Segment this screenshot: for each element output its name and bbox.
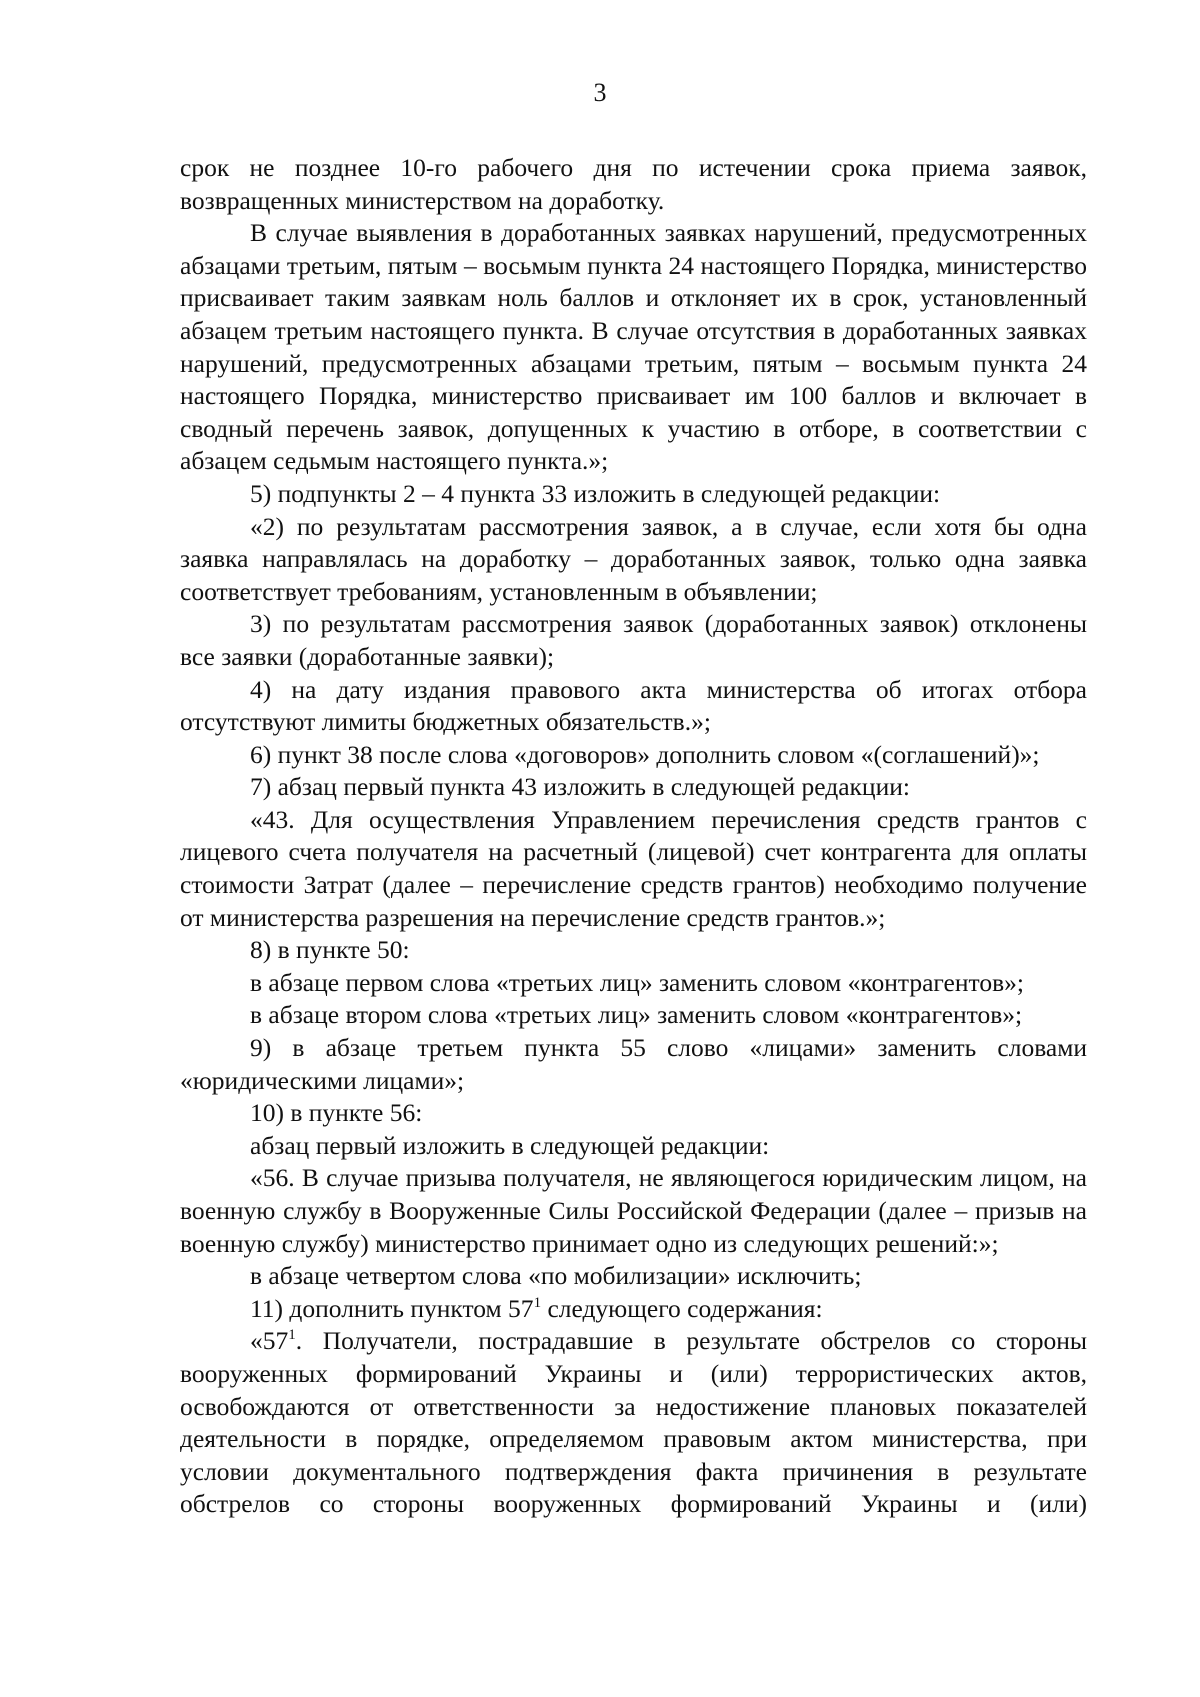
paragraph (180, 1325, 1087, 1521)
paragraph: 6) пункт 38 после слова «договоров» дополнить словом «(соглашений)»; (250, 739, 1040, 769)
paragraph: 5) подпункты 2 – 4 пункта 33 изложить в следующей редакции: (250, 478, 941, 508)
paragraph: 3) по результатам рассмотрения заявок (доработанных заявок) отклонены все заявки (доработанные заявки); (180, 609, 1087, 671)
paragraph: в абзаце четвертом слова «по мобилизации» исключить; (250, 1261, 862, 1291)
paragraph-text: 11) дополнить пунктом 57 (250, 1293, 534, 1323)
paragraph: В случае выявления в доработанных заявках нарушений, предусмотренных абзацами третьим, пятым – восьмым пункта 24 настоящего Порядка, министерство присваивает таким заявкам ноль баллов и отклоняет их в срок, установленный абзацем третьим настоящего пункта. В случае отсутствия в доработанных заявках нарушений, предусмотренных абзацами третьим, пятым – восьмым пункта 24 настоящего Порядка, министерство присваивает им 100 баллов и включает в сводный перечень заявок, допущенных к участию в отборе, в соответствии с абзацем седьмым настоящего пункта.»; (180, 218, 1087, 476)
paragraph-text: «57 (250, 1326, 289, 1356)
document-body (180, 152, 1087, 1521)
paragraph-text: . Получатели, пострадавшие в результате обстрелов со стороны вооруженных формирований Украины и (или) террористических актов, освобождаются от ответственности за недостижение плановых показателей деятельности в порядке, определяемом правовым актом министерства, при условии документального подтверждения факта причинения в результате обстрелов со стороны вооруженных формирований Украины и (или) (180, 1326, 1087, 1519)
paragraph: «56. В случае призыва получателя, не являющегося юридическим лицом, на военную службу в Вооруженные Силы Российской Федерации (далее – призыв на военную службу) министерство принимает одно из следующих решений:»; (180, 1163, 1087, 1258)
superscript: 1 (533, 1294, 542, 1311)
page-number: 3 (593, 78, 607, 107)
paragraph: «43. Для осуществления Управлением перечисления средств грантов с лицевого счета получателя на расчетный (лицевой) счет контрагента для оплаты стоимости Затрат (далее – перечисление средств грантов) необходимо получение от министерства разрешения на перечисление средств грантов.»; (180, 804, 1087, 932)
paragraph-text: следующего содержания: (541, 1293, 823, 1323)
superscript: 1 (288, 1327, 296, 1344)
paragraph (180, 1293, 1087, 1326)
paragraph: 10) в пункте 56: (250, 1098, 423, 1128)
paragraph: 8) в пункте 50: (250, 935, 410, 965)
paragraph: 4) на дату издания правового акта министерства об итогах отбора отсутствуют лимиты бюджетных обязательств.»; (180, 674, 1087, 737)
paragraph: «2) по результатам рассмотрения заявок, а в случае, если хотя бы одна заявка направлялась на доработку – доработанных заявок, только одна заявка соответствует требованиям, установленным в объявлении; (180, 511, 1087, 606)
paragraph: в абзаце втором слова «третьих лиц» заменить словом «контрагентов»; (250, 1000, 1023, 1030)
paragraph: 9) в абзаце третьем пункта 55 слово «лицами» заменить словами «юридическими лицами»; (180, 1033, 1087, 1095)
paragraph: в абзаце первом слова «третьих лиц» заменить словом «контрагентов»; (250, 967, 1024, 997)
paragraph: срок не позднее 10-го рабочего дня по истечении срока приема заявок, возвращенных министерством на доработку. (180, 153, 1087, 215)
paragraph: 7) абзац первый пункта 43 изложить в следующей редакции: (250, 772, 910, 802)
paragraph: абзац первый изложить в следующей редакции: (250, 1130, 770, 1160)
